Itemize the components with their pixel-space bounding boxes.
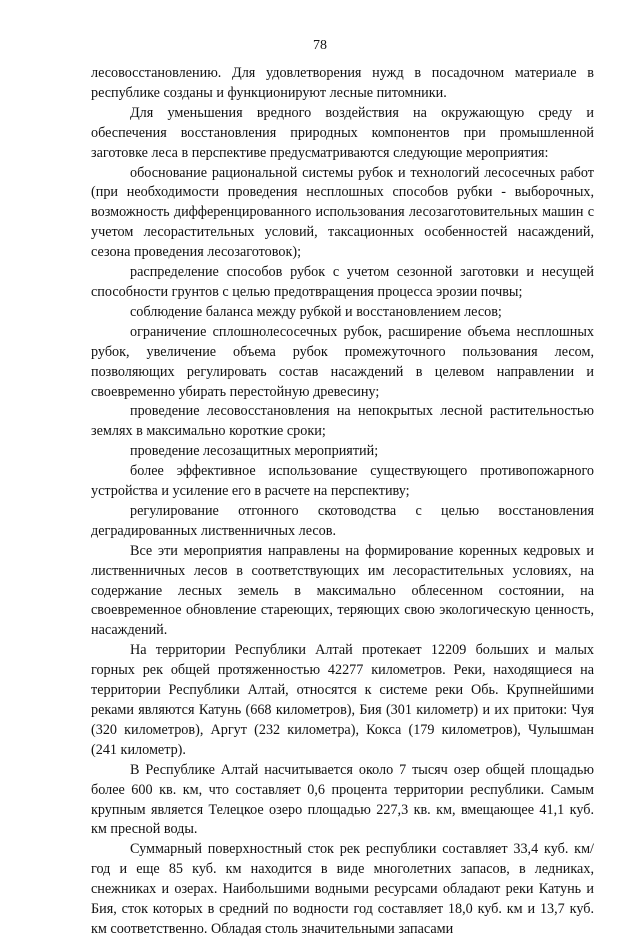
page-body xyxy=(91,64,594,940)
body-paragraph: В Республике Алтай насчитывается около 7 тысяч озер общей площадью более 600 кв. км, что составляет 0,6 процента территории республики. Самым крупным является Телецкое озеро площадью 227,3 кв. км, вмещающее 41,1 куб. км пресной воды. xyxy=(91,761,594,838)
body-paragraph: регулирование отгонного скотоводства с целью восстановления деградированных лиственничных лесов. xyxy=(91,502,594,539)
body-paragraph: проведение лесовосстановления на непокрытых лесной растительностью землях в максимально короткие сроки; xyxy=(91,403,594,440)
body-paragraph: Суммарный поверхностный сток рек республики составляет 33,4 куб. км/год и еще 85 куб. км находится в виде многолетних запасов, в ледниках, снежниках и озерах. Наибольшими водными ресурсами обладают реки Катунь и Бия, сток которых в средний по водности год составляет 18,0 куб. км и 13,7 куб. км соответственно. Обладая столь значительными запасами xyxy=(91,841,594,937)
body-paragraph: проведение лесозащитных мероприятий; xyxy=(130,443,379,460)
body-paragraph: обоснование рациональной системы рубок и технологий лесосечных работ (при необходимости проведения несплошных способов рубки - выборочных, возможность дифференцированного использования лесозаготовительных машин с учетом лесорастительных условий, таксационных особенностей насаждений, сезона проведения лесозаготовок); xyxy=(91,164,594,261)
body-paragraph: Для уменьшения вредного воздействия на окружающую среду и обеспечения восстановления природных компонентов при промышленной заготовке леса в перспективе предусматриваются следующие мероприятия: xyxy=(91,104,594,161)
page-number: 78 xyxy=(313,38,327,53)
body-paragraph: ограничение сплошнолесосечных рубок, расширение объема несплошных рубок, увеличение объема рубок промежуточного пользования лесом, позволяющих регулировать состав насаждений в целевом направлении и своевременно убирать перестойную древесину; xyxy=(91,323,594,400)
body-paragraph: Все эти мероприятия направлены на формирование коренных кедровых и лиственничных лесов в соответствующих им лесорастительных условиях, на содержание лесных земель в максимально облесенном состоянии, на своевременное обновление стареющих, теряющих свою экологическую ценность, насаждений. xyxy=(91,542,594,639)
body-paragraph: распределение способов рубок с учетом сезонной заготовки и несущей способности грунтов с целью предотвращения процесса эрозии почвы; xyxy=(91,264,594,300)
body-paragraph: более эффективное использование существующего противопожарного устройства и усиление его в расчете на перспективу; xyxy=(91,463,594,500)
body-paragraph: На территории Республики Алтай протекает 12209 больших и малых горных рек общей протяженностью 42277 километров. Реки, находящиеся на территории Республики Алтай, относятся к системе реки Обь. Крупнейшими реками являются Катунь (668 километров), Бия (301 километр) и их притоки: Чуя (320 километров), Аргут (232 километра), Кокса (179 километров), Чулышман (241 километр). xyxy=(91,642,594,758)
body-paragraph: лесовосстановлению. Для удовлетворения нужд в посадочном материале в республике созданы и функционируют лесные питомники. xyxy=(91,65,594,101)
body-paragraph: соблюдение баланса между рубкой и восстановлением лесов; xyxy=(130,303,502,320)
